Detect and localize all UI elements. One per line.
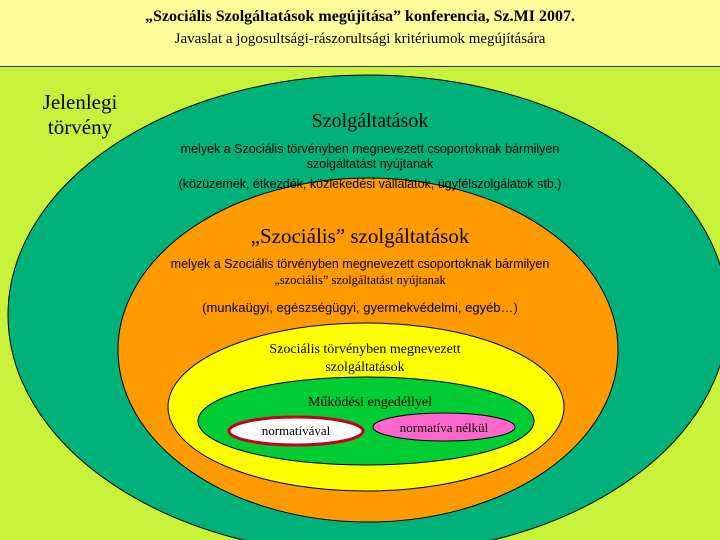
social-title: „Szociális” szolgáltatások [250,224,470,248]
current-law-label: Jelenlegi törvény [42,90,118,140]
social-examples: (munkaügyi, egészségügyi, gyermekvédelmi, egyéb…) [202,300,518,315]
law-line1: Szociális törvényben megnevezett [269,342,461,357]
outer-desc-line2: szolgáltatást nyújtanak [306,157,434,171]
outer-examples: (közüzemek, étkezdék, közlekedési vállalatok, ügyfélszolgálatok stb.) [178,177,562,191]
outer-title: Szolgáltatások [311,110,429,132]
licensed-title: Működési engedéllyel [307,395,433,410]
conference-title: „Szociális Szolgáltatások megújítása” konferencia, Sz.MI 2007. [145,8,575,25]
law-line2: szolgáltatások [325,360,405,375]
social-desc-line2: „szociális” szolgáltatást nyújtanak [274,273,446,287]
social-desc-line1: melyek a Szociális törvényben megnevezett csoportoknak bármilyen [170,257,550,271]
outer-desc-line1: melyek a Szociális törvényben megnevezett csoportoknak bármilyen [180,142,560,156]
normative-without-label: normatíva nélkül [399,420,489,435]
proposal-subtitle: Javaslat a jogosultsági-rászorultsági kritériumok megújítására [174,31,546,47]
normative-with-label: normatívával [261,423,331,438]
